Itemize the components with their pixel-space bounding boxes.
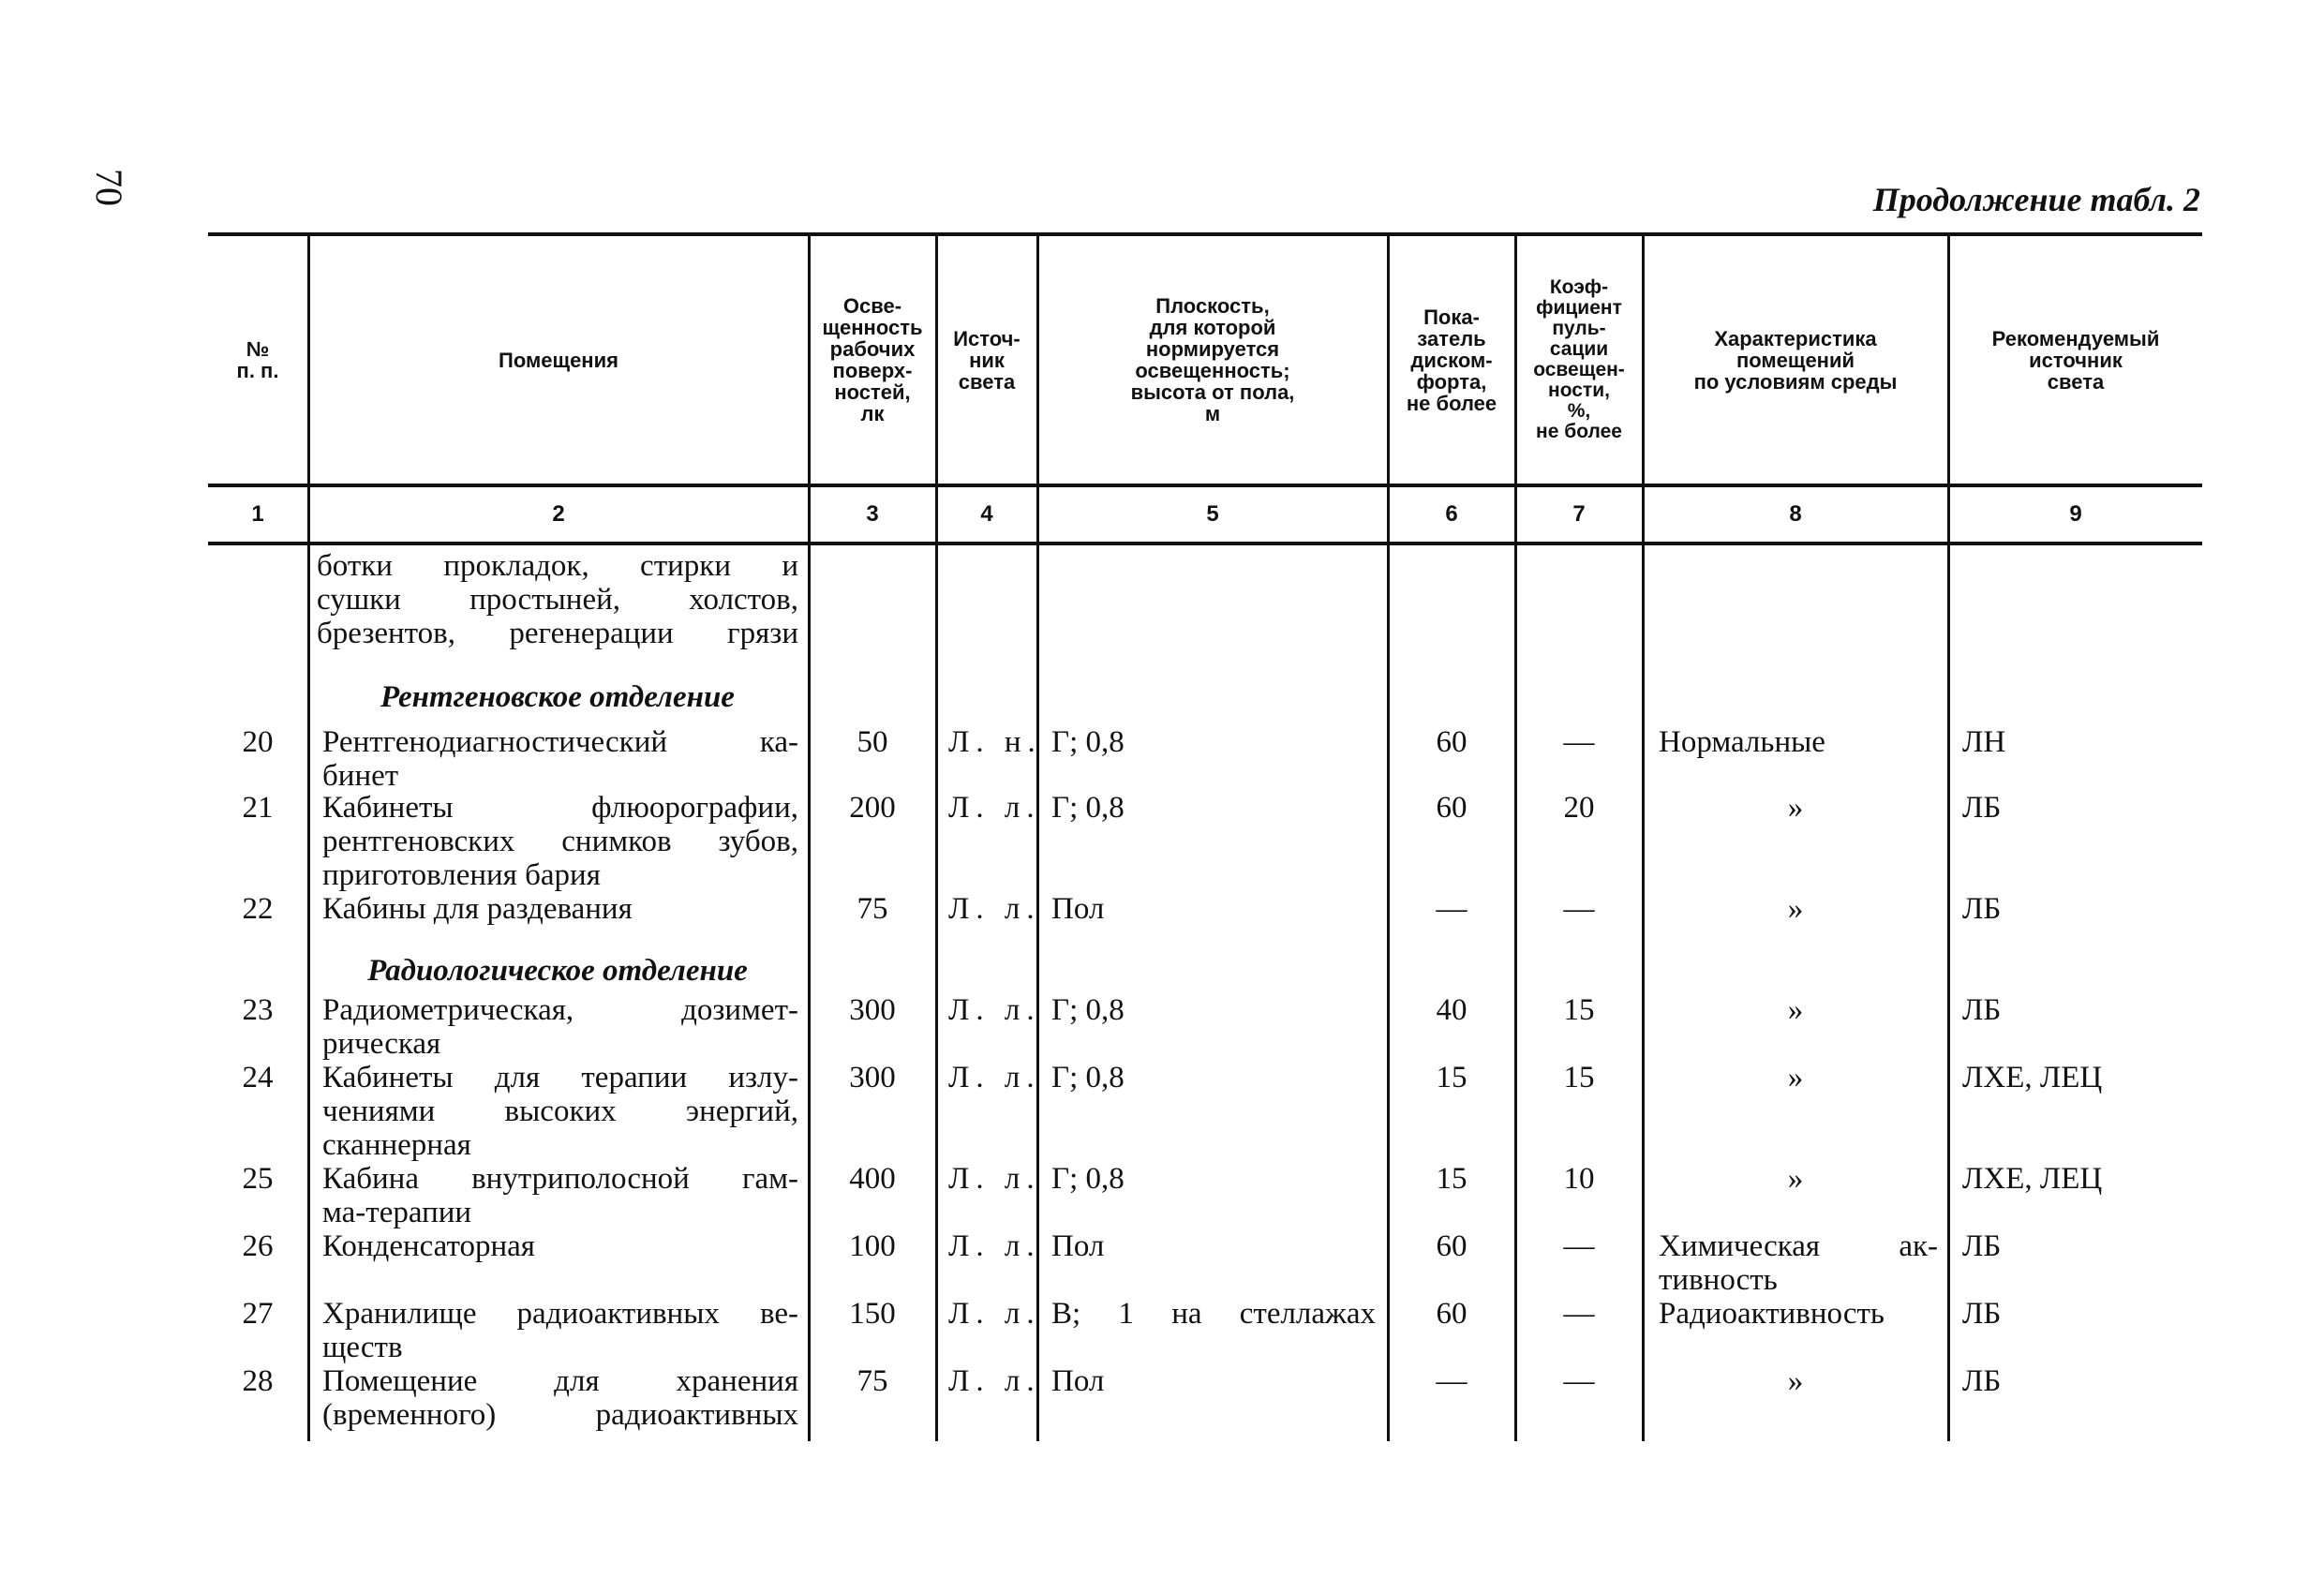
light-source-value: Л. л. — [948, 1229, 1041, 1263]
room-name: Конденсаторная — [322, 1229, 535, 1263]
environment-value: Химическая ак- — [1659, 1229, 1938, 1263]
header-illuminance: Осве- щенность рабочих поверх- ностей, лк — [822, 294, 923, 425]
illuminance-value: 150 — [849, 1297, 896, 1331]
header-light-source: Источ- ник света — [953, 326, 1020, 394]
header-plane: Плоскость, для которой нормируется освещенность; высота от пола, м — [1130, 294, 1295, 425]
light-source-value: Л. л. — [948, 1297, 1041, 1331]
column-number: 8 — [1789, 501, 1802, 527]
room-name: Кабинеты для терапии излу- чениями высоких энергий, — [322, 1061, 798, 1128]
plane-value: Г; 0,8 — [1051, 725, 1125, 759]
row-number: 26 — [242, 1229, 274, 1263]
column-number: 1 — [251, 501, 264, 527]
light-source-value: Л. л. — [948, 791, 1041, 825]
illuminance-value: 75 — [857, 892, 888, 926]
plane-value: Пол — [1051, 1364, 1105, 1398]
environment-value-continued: тивность — [1659, 1263, 1778, 1297]
recommended-source-value: ЛБ — [1962, 791, 2002, 825]
light-source-value: Л. н. — [948, 725, 1042, 759]
discomfort-value: 15 — [1436, 1061, 1467, 1094]
room-name-continued: бинет — [322, 759, 399, 793]
environment-value: » — [1787, 993, 1804, 1027]
discomfort-value: 60 — [1436, 791, 1467, 825]
pulsation-value: 10 — [1563, 1162, 1595, 1196]
illuminance-value: 200 — [849, 791, 896, 825]
pulsation-value: — — [1563, 892, 1595, 926]
column-number: 4 — [980, 501, 993, 527]
discomfort-value: — — [1436, 1364, 1467, 1398]
plane-value: В; 1 на стеллажах — [1051, 1297, 1376, 1331]
room-name: Кабина внутриполосной гам- — [322, 1162, 798, 1196]
column-number: 2 — [552, 501, 565, 527]
environment-value: » — [1787, 1061, 1804, 1094]
column-number: 5 — [1206, 501, 1219, 527]
discomfort-value: 60 — [1436, 725, 1467, 759]
light-source-value: Л. л. — [948, 1061, 1041, 1094]
recommended-source-value: ЛХЕ, ЛЕЦ — [1962, 1162, 2103, 1196]
discomfort-value: 15 — [1436, 1162, 1467, 1196]
recommended-source-value: ЛБ — [1962, 1297, 2002, 1331]
plane-value: Пол — [1051, 1229, 1105, 1263]
plane-value: Г; 0,8 — [1051, 993, 1125, 1027]
illuminance-value: 50 — [857, 725, 888, 759]
environment-value: » — [1787, 892, 1804, 926]
room-name: Рентгенодиагностический ка- — [322, 725, 798, 759]
pulsation-value: — — [1563, 1297, 1595, 1331]
discomfort-value: 40 — [1436, 993, 1467, 1027]
discomfort-value: 60 — [1436, 1229, 1467, 1263]
light-source-value: Л. л. — [948, 1364, 1041, 1398]
recommended-source-value: ЛХЕ, ЛЕЦ — [1962, 1061, 2103, 1094]
room-name: Кабины для раздевания — [322, 892, 633, 926]
header-recommended-source: Рекомендуемый источник света — [1991, 326, 2160, 394]
plane-value: Пол — [1051, 892, 1105, 926]
environment-value: » — [1787, 791, 1804, 825]
page-number: 70 — [88, 169, 130, 206]
illuminance-value: 100 — [849, 1229, 896, 1263]
column-number: 7 — [1572, 501, 1586, 527]
environment-value: » — [1787, 1162, 1804, 1196]
header-discomfort: Пока- затель диском- форта, не более — [1406, 305, 1497, 415]
row-number: 21 — [242, 791, 274, 825]
column-number: 6 — [1445, 501, 1458, 527]
section-heading-radiology: Радиологическое отделение — [367, 954, 748, 988]
recommended-source-value: ЛБ — [1962, 1364, 2002, 1398]
room-name: Радиометрическая, дозимет- — [322, 993, 798, 1027]
pulsation-value: 15 — [1563, 993, 1595, 1027]
column-numbers-rule — [208, 542, 2202, 545]
row-number: 24 — [242, 1061, 274, 1094]
discomfort-value: — — [1436, 892, 1467, 926]
environment-value: Нормальные — [1659, 725, 1825, 759]
section-heading-xray: Рентгеновское отделение — [380, 680, 735, 714]
room-name-continued: ма-терапии — [322, 1196, 472, 1229]
plane-value: Г; 0,8 — [1051, 1162, 1125, 1196]
plane-value: Г; 0,8 — [1051, 791, 1125, 825]
illuminance-value: 300 — [849, 993, 896, 1027]
row-number: 22 — [242, 892, 274, 926]
room-name-continued: приготовления бария — [322, 858, 601, 892]
discomfort-value: 60 — [1436, 1297, 1467, 1331]
column-number: 9 — [2069, 501, 2082, 527]
light-source-value: Л. л. — [948, 1162, 1041, 1196]
environment-value: » — [1787, 1364, 1804, 1398]
room-name: Кабинеты флюорографии, рентгеновских снимков зубов, — [322, 791, 798, 858]
row-number: 28 — [242, 1364, 274, 1398]
row-number: 20 — [242, 725, 274, 759]
pulsation-value: 15 — [1563, 1061, 1595, 1094]
column-number: 3 — [866, 501, 879, 527]
header-environment: Характеристика помещений по условиям среды — [1693, 326, 1898, 394]
pulsation-value: — — [1563, 1364, 1595, 1398]
recommended-source-value: ЛБ — [1962, 993, 2002, 1027]
light-source-value: Л. л. — [948, 993, 1041, 1027]
environment-value: Радиоактивность — [1659, 1297, 1885, 1331]
table-continuation-label: Продолжение табл. 2 — [1872, 181, 2200, 218]
illuminance-value: 300 — [849, 1061, 896, 1094]
recommended-source-value: ЛБ — [1962, 892, 2002, 926]
plane-value: Г; 0,8 — [1051, 1061, 1125, 1094]
pulsation-value: — — [1563, 725, 1595, 759]
recommended-source-value: ЛБ — [1962, 1229, 2002, 1263]
row-number: 23 — [242, 993, 274, 1027]
room-name: Хранилище радиоактивных ве- — [322, 1297, 798, 1331]
row-number: 25 — [242, 1162, 274, 1196]
header-pulsation: Коэф- фициент пуль- сации освещен- ности, %, не более — [1533, 276, 1625, 442]
header-rooms: Помещения — [499, 348, 618, 372]
room-name-continued: ществ — [322, 1331, 403, 1364]
recommended-source-value: ЛН — [1962, 725, 2006, 759]
pulsation-value: 20 — [1563, 791, 1595, 825]
pulsation-value: — — [1563, 1229, 1595, 1263]
room-name-continued: рическая — [322, 1027, 441, 1061]
header-row-number: № п. п. — [236, 337, 279, 382]
row-number: 27 — [242, 1297, 274, 1331]
illuminance-value: 400 — [849, 1162, 896, 1196]
carryover-room-text: ботки прокладок, стирки и сушки простыней, холстов, брезентов, регенерации грязи — [317, 549, 798, 650]
illuminance-value: 75 — [857, 1364, 888, 1398]
light-source-value: Л. л. — [948, 892, 1041, 926]
room-name: Помещение для хранения (временного) радиоактивных — [322, 1364, 798, 1432]
room-name-continued: сканнерная — [322, 1128, 471, 1162]
